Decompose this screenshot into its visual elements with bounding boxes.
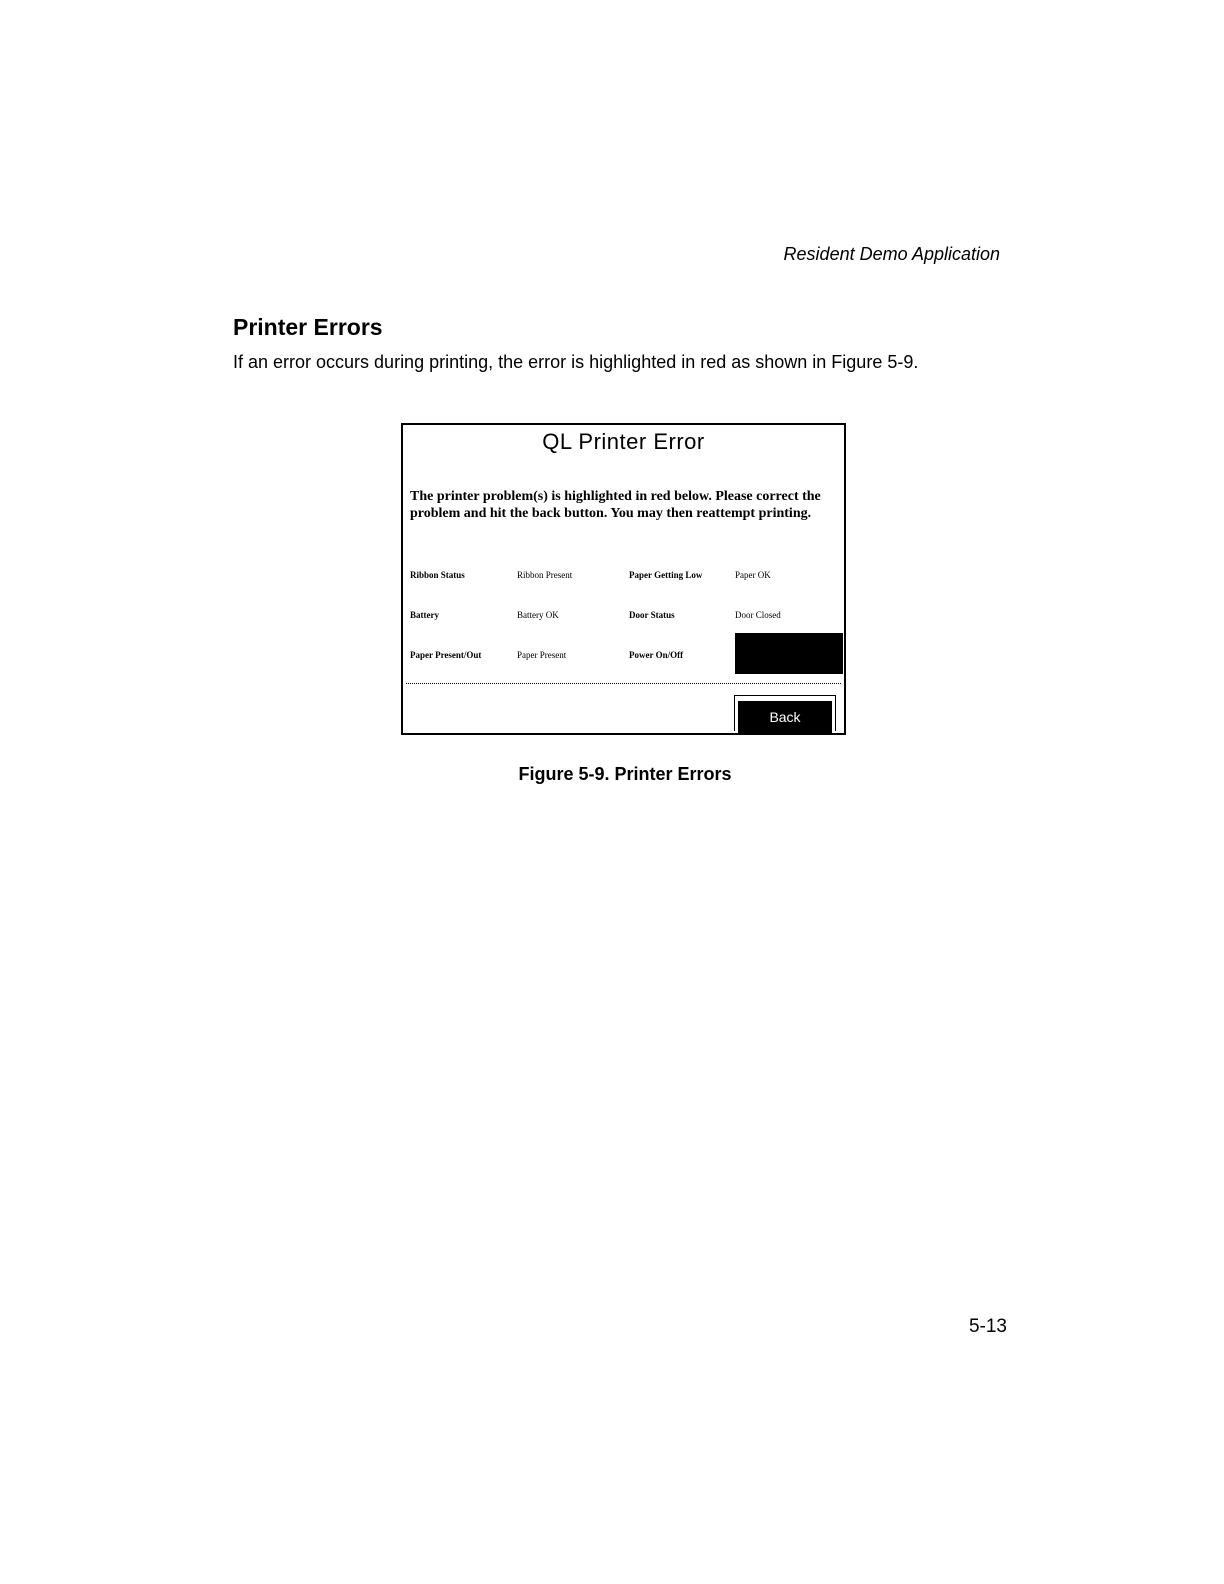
status-value: Door Closed: [735, 610, 781, 620]
status-label: Battery: [410, 610, 439, 620]
figure-caption: Figure 5-9. Printer Errors: [518, 764, 732, 784]
status-label: Paper Present/Out: [410, 650, 482, 660]
running-header: Resident Demo Application: [783, 244, 1000, 264]
status-value: Battery OK: [517, 610, 559, 620]
status-value: Paper OK: [735, 570, 771, 580]
error-highlight-cell: [735, 633, 843, 674]
status-label: Paper Getting Low: [629, 570, 703, 580]
printer-error-screen: [401, 423, 846, 735]
page-number: 5-13: [968, 1316, 1007, 1337]
back-button[interactable]: Back: [738, 701, 832, 733]
status-label: Power On/Off: [629, 650, 684, 660]
status-row-ribbon: [403, 565, 844, 585]
status-label: Ribbon Status: [410, 570, 465, 580]
screen-title: QL Printer Error: [542, 429, 705, 454]
divider: [406, 683, 841, 684]
status-value: Ribbon Present: [517, 570, 573, 580]
status-value: Paper Present: [517, 650, 567, 660]
error-message: The printer problem(s) is highlighted in red below. Please correct the problem and hit the back button. You may then reattempt printing.: [410, 489, 821, 521]
status-label: Door Status: [629, 610, 675, 620]
intro-paragraph: If an error occurs during printing, the error is highlighted in red as shown in Figure 5-9.: [233, 352, 919, 372]
section-title: Printer Errors: [233, 314, 383, 340]
status-row-battery: [403, 605, 844, 625]
